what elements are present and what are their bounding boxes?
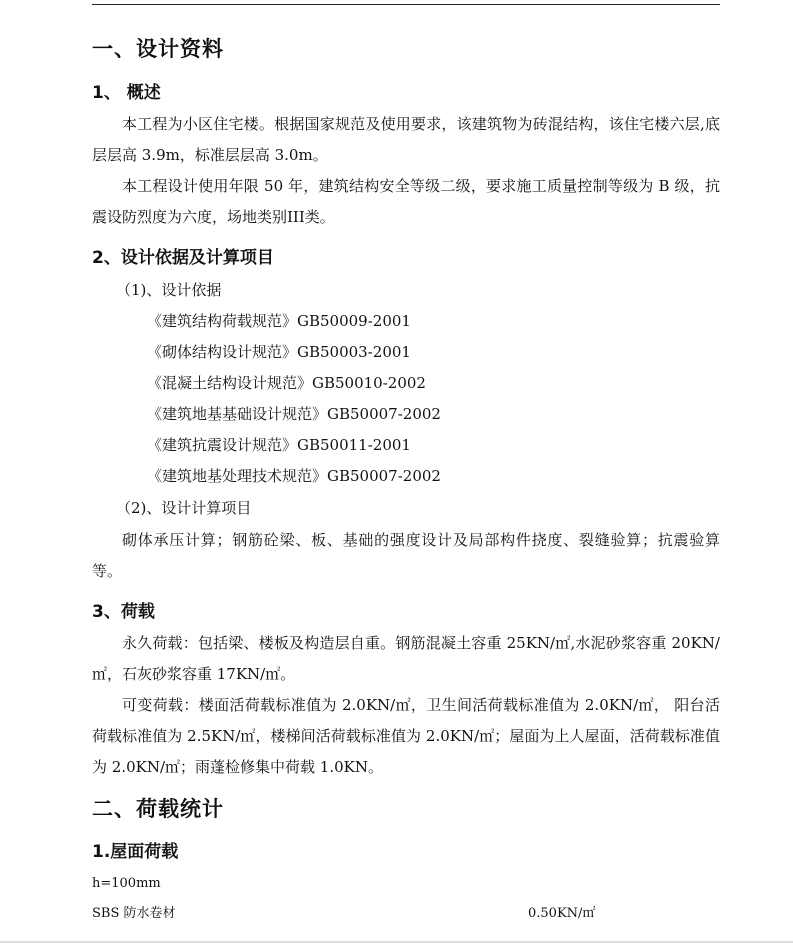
calc-paragraph: 砌体承压计算；钢筋砼梁、板、基础的强度设计及局部构件挠度、裂缝验算；抗震验算等。 bbox=[92, 531, 720, 580]
code-item: 《砌体结构设计规范》GB50003-2001 bbox=[147, 343, 411, 361]
code-item: 《建筑地基基础设计规范》GB50007-2002 bbox=[147, 405, 441, 423]
h-value: h=100mm bbox=[92, 876, 161, 891]
code-item: 《建筑抗震设计规范》GB50011-2001 bbox=[147, 436, 411, 454]
s2-1-title: 1.屋面荷载 bbox=[92, 842, 179, 862]
s1-2-title: 2、设计依据及计算项目 bbox=[92, 248, 274, 268]
s1-1-paragraph-2: 本工程设计使用年限 50 年，建筑结构安全等级二级，要求施工质量控制等级为 B 级，抗震设防烈度为六度，场地类别III类。 bbox=[92, 177, 720, 226]
calc-title: （2)、设计计算项目 bbox=[116, 499, 252, 517]
s1-1-paragraph-1: 本工程为小区住宅楼。根据国家规范及使用要求，该建筑物为砖混结构，该住宅楼六层,底层层高 3.9m，标准层层高 3.0m。 bbox=[92, 115, 720, 164]
section2-title: 二、荷载统计 bbox=[92, 797, 224, 821]
basis-title: （1)、设计依据 bbox=[116, 281, 222, 299]
code-item: 《建筑结构荷载规范》GB50009-2001 bbox=[147, 312, 411, 330]
code-item: 《建筑地基处理技术规范》GB50007-2002 bbox=[147, 467, 441, 485]
s1-1-title: 1、 概述 bbox=[92, 83, 161, 103]
section1-title: 一、设计资料 bbox=[92, 37, 224, 61]
code-item: 《混凝土结构设计规范》GB50010-2002 bbox=[147, 374, 426, 392]
row-label: SBS 防水卷材 bbox=[92, 906, 176, 921]
row-value: 0.50KN/㎡ bbox=[528, 906, 596, 921]
header-rule bbox=[92, 4, 720, 5]
dead-load-paragraph: 永久荷载：包括梁、楼板及构造层自重。钢筋混凝土容重 25KN/㎡,水泥砂浆容重 20KN/㎡，石灰砂浆容重 17KN/㎡。 bbox=[92, 634, 720, 683]
live-load-paragraph: 可变荷载：楼面活荷载标准值为 2.0KN/㎡，卫生间活荷载标准值为 2.0KN/㎡， 阳台活荷载标准值为 2.5KN/㎡，楼梯间活荷载标准值为 2.0KN/㎡；屋面为上人屋面，活荷载标准值为 2.0KN/㎡；雨蓬检修集中荷载 1.0KN。 bbox=[92, 696, 720, 776]
s1-3-title: 3、荷载 bbox=[92, 602, 155, 622]
